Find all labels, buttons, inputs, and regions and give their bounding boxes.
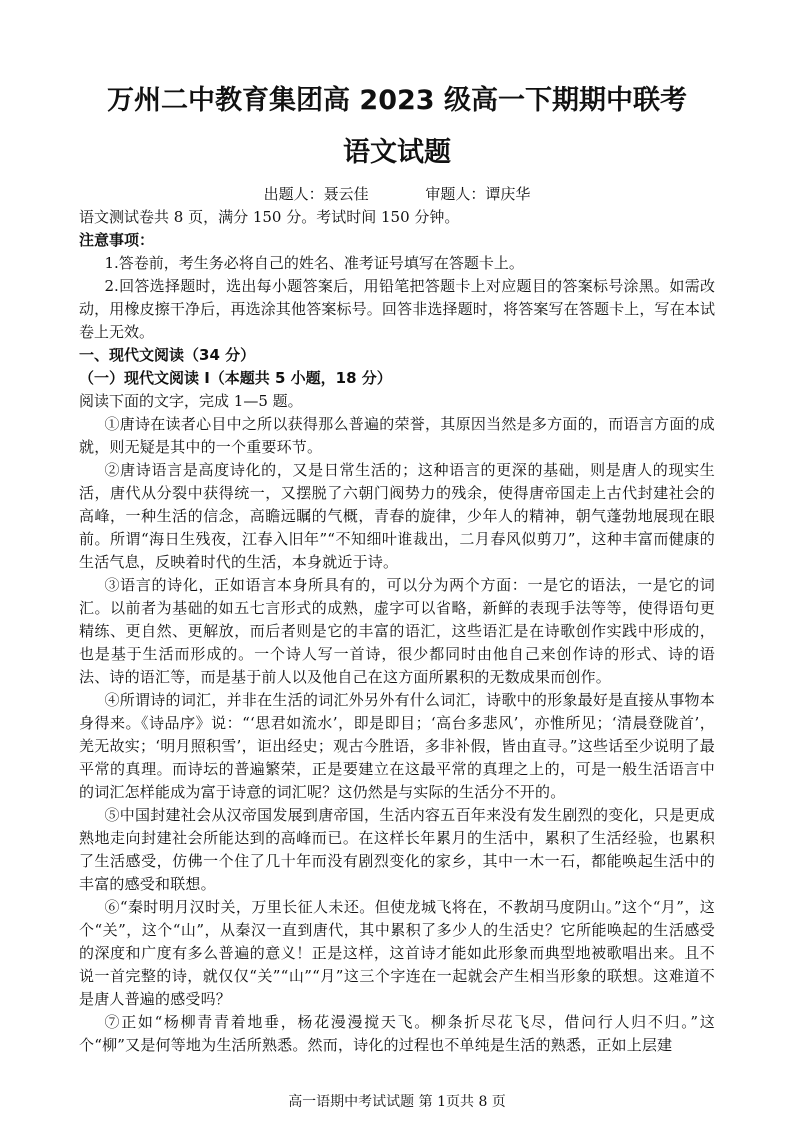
passage-paragraph: ⑤中国封建社会从汉帝国发展到唐帝国，生活内容五百年来没有发生剧烈的变化，只是更成熟地走向封建社会所能达到的高峰而已。在这样长年累月的生活中，累积了生活经验，也累积了生活感受，仿佛一个住了几十年而没有剧烈变化的家乡，其中一木一石，都能唤起生活中的丰富的感受和联想。 [79, 806, 715, 893]
passage-paragraph: ③语言的诗化，正如语言本身所具有的，可以分为两个方面：一是它的语法，一是它的词汇。以前者为基础的如五七言形式的成熟，虚字可以省略，新鲜的表现手法等等，使得语句更精练、更自然、更解放，而后者则是它的丰富的语汇，这些语汇是在诗歌创作实践中形成的，也是基于生活而形成的。一个诗人写一首诗，很少都同时由他自己来创作诗的形式、诗的语法、诗的语汇等，而是基于前人以及他自己在这方面所累积的无数成果而创作。 [79, 576, 715, 686]
notice-item: 2.回答选择题时，选出每小题答案后，用铅笔把答题卡上对应题目的答案标号涂黑。如需改动，用橡皮擦干净后，再选涂其他答案标号。回答非选择题时，将答案写在答题卡上，写在本试卷上无效。 [79, 277, 715, 341]
page-footer: 高一语期中考试试题 第 1页共 8 页 [288, 1094, 506, 1110]
passage-paragraph: ②唐诗语言是高度诗化的，又是日常生活的；这种语言的更深的基础，则是唐人的现实生活，唐代从分裂中获得统一，又摆脱了六朝门阀势力的残余，使得唐帝国走上古代封建社会的高峰，一种生活的信念，高瞻远瞩的气概，青春的旋律，少年人的精神，朝气蓬勃地展现在眼前。所谓“海日生残夜，江春入旧年”“不知细叶谁裁出，二月春风似剪刀”，这种丰富而健康的生活气息，反映着时代的生活，本身就近于诗。 [79, 461, 715, 571]
page-subtitle: 语文试题 [343, 137, 451, 168]
page-title: 万州二中教育集团高 2023 级高一下期期中联考 [107, 85, 687, 116]
passage-paragraph: ①唐诗在读者心目中之所以获得那么普遍的荣誉，其原因当然是多方面的，而语言方面的成就，则无疑是其中的一个重要环节。 [79, 415, 715, 456]
passage-paragraph: ⑥“秦时明月汉时关，万里长征人未还。但使龙城飞将在，不教胡马度阴山。”这个“月”，这个“关”，这个“山”，从秦汉一直到唐代，其中累积了多少人的生活史？它所能唤起的生活感受的深度和广度有多么普遍的意义！正是这样，这首诗才能如此形象而典型地被歌唱出来。且不说一首完整的诗，就仅仅“关”“山”“月”这三个字连在一起就会产生相当形象的联想。这难道不是唐人普遍的感受吗？ [79, 898, 715, 1008]
reading-instruction: 阅读下面的文字，完成 1—5 题。 [79, 392, 303, 410]
reviewer-name: 审题人：谭庆华 [425, 185, 531, 203]
subsection-heading: （一）现代文阅读 I（本题共 5 小题，18 分） [79, 369, 392, 387]
setter-name: 出题人：聂云佳 [263, 185, 369, 203]
exam-info: 语文测试卷共 8 页，满分 150 分。考试时间 150 分钟。 [79, 208, 460, 226]
passage-paragraph: ④所谓诗的词汇，并非在生活的词汇外另外有什么词汇，诗歌中的形象最好是直接从事物本身得来。《诗品序》说：“‘思君如流水’，即是即目；‘高台多悲风’，亦惟所见；‘清晨登陇首’，羌无故实；‘明月照积雪’，讵出经史；观古今胜语，多非补假，皆由直寻。”这些话至少说明了最平常的真理。而诗坛的普遍繁荣，正是要建立在这最平常的真理之上的，可是一般生活语言中的词汇怎样能成为富于诗意的词汇呢？这仍然是与实际的生活分不开的。 [79, 691, 715, 801]
section-heading: 一、现代文阅读（34 分） [79, 346, 256, 364]
notice-heading: 注意事项： [79, 231, 155, 249]
passage-paragraph: ⑦正如“杨柳青青着地垂，杨花漫漫搅天飞。柳条折尽花飞尽，借问行人归不归。”这个“柳”又是何等地为生活所熟悉。然而，诗化的过程也不单纯是生活的熟悉，正如上层建 [79, 1013, 715, 1054]
author-line [0, 183, 794, 204]
notice-item: 1.答卷前，考生务必将自己的姓名、准考证号填写在答题卡上。 [104, 254, 524, 272]
exam-body [79, 206, 715, 1057]
